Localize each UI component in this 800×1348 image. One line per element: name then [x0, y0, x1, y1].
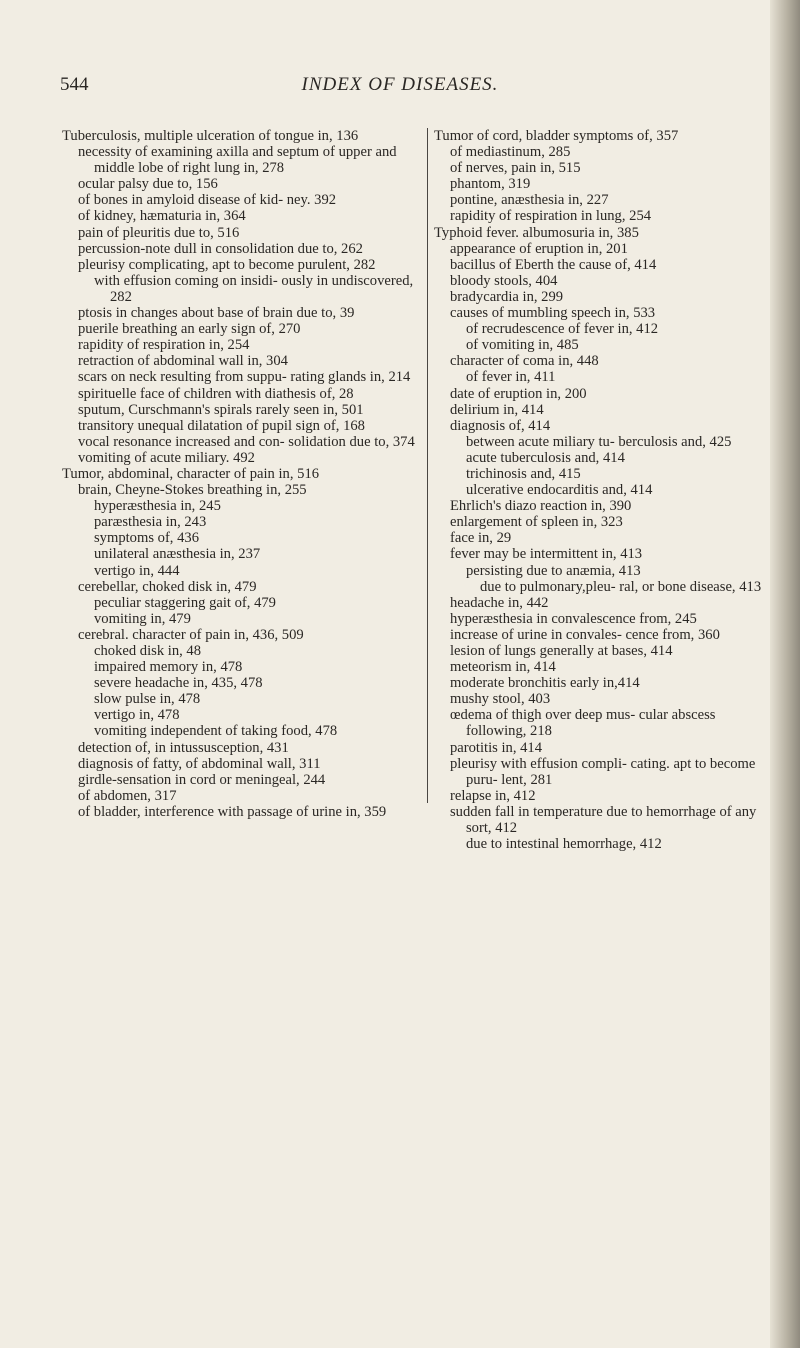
- page-edge-shadow: [770, 0, 800, 1348]
- index-entry: trichinosis and, 415: [466, 465, 581, 482]
- index-entry: acute tuberculosis and, 414: [466, 449, 625, 466]
- index-entry: rapidity of respiration in, 254: [78, 337, 250, 354]
- index-entry: Ehrlich's diazo reaction in, 390: [450, 498, 632, 515]
- index-entry: vertigo in, 478: [94, 707, 180, 724]
- index-entry: hyperæsthesia in convalescence from, 245: [450, 610, 697, 627]
- index-entry: between acute miliary tu- berculosis and, 425: [466, 433, 732, 450]
- index-entry: cerebral. character of pain in, 436, 509: [78, 626, 304, 643]
- index-entry: moderate bronchitis early in,414: [450, 675, 640, 692]
- index-entry: of recrudescence of fever in, 412: [466, 321, 659, 338]
- index-entry: of mediastinum, 285: [450, 144, 571, 161]
- index-entry: unilateral anæsthesia in, 237: [94, 546, 261, 563]
- index-entry: of vomiting in, 485: [466, 337, 579, 354]
- index-entry: ptosis in changes about base of brain due to, 39: [78, 305, 355, 322]
- index-entry: relapse in, 412: [450, 787, 536, 804]
- index-entry: bacillus of Eberth the cause of, 414: [450, 256, 657, 273]
- index-entry: bradycardia in, 299: [450, 288, 564, 305]
- index-entry: vomiting of acute miliary. 492: [78, 449, 255, 466]
- index-column-left: [62, 128, 424, 820]
- index-entry: scars on neck resulting from suppu- rating glands in, 214: [78, 369, 411, 386]
- index-entry: slow pulse in, 478: [94, 691, 201, 708]
- index-entry: severe headache in, 435, 478: [94, 675, 263, 692]
- index-entry: with effusion coming on insidi- ously in undiscovered, 282: [94, 272, 414, 305]
- index-entry: vomiting in, 479: [94, 610, 191, 627]
- index-entry: phantom, 319: [450, 176, 531, 193]
- index-entry: rapidity of respiration in lung, 254: [450, 208, 652, 225]
- index-entry: causes of mumbling speech in, 533: [450, 305, 656, 322]
- index-entry: hyperæsthesia in, 245: [94, 498, 221, 515]
- index-entry: Typhoid fever. albumosuria in, 385: [434, 224, 639, 241]
- index-entry: Tumor, abdominal, character of pain in, 516: [62, 465, 320, 482]
- index-entry: sputum, Curschmann's spirals rarely seen in, 501: [78, 401, 364, 418]
- index-entry: of nerves, pain in, 515: [450, 160, 581, 177]
- index-entry: puerile breathing an early sign of, 270: [78, 321, 301, 338]
- index-entry: ocular palsy due to, 156: [78, 176, 218, 193]
- index-entry: delirium in, 414: [450, 401, 544, 418]
- index-entry: face in, 29: [450, 530, 512, 547]
- index-entry: pleurisy with effusion compli- cating. apt to become puru- lent, 281: [450, 755, 756, 788]
- column-divider: [427, 128, 428, 803]
- index-entry: impaired memory in, 478: [94, 659, 243, 676]
- index-entry: symptoms of, 436: [94, 530, 199, 547]
- index-entry: meteorism in, 414: [450, 659, 556, 676]
- page-number: 544: [60, 74, 89, 95]
- index-entry: increase of urine in convales- cence from, 360: [450, 626, 720, 643]
- index-entry: due to pulmonary,pleu- ral, or bone disease, 413: [480, 578, 762, 595]
- index-entry: pain of pleuritis due to, 516: [78, 224, 240, 241]
- index-entry: spirituelle face of children with diathesis of, 28: [78, 385, 354, 402]
- index-entry: fever may be intermittent in, 413: [450, 546, 643, 563]
- index-entry: vomiting independent of taking food, 478: [94, 723, 338, 740]
- index-entry: of kidney, hæmaturia in, 364: [78, 208, 246, 225]
- index-entry: enlargement of spleen in, 323: [450, 514, 623, 531]
- index-entry: paræsthesia in, 243: [94, 514, 207, 531]
- running-title: INDEX OF DISEASES.: [301, 74, 499, 95]
- index-entry: mushy stool, 403: [450, 691, 551, 708]
- index-entry: ulcerative endocarditis and, 414: [466, 482, 653, 499]
- index-entry: choked disk in, 48: [94, 643, 202, 659]
- index-entry: lesion of lungs generally at bases, 414: [450, 643, 673, 659]
- index-column-right: [434, 128, 764, 852]
- page-header: [60, 74, 740, 104]
- index-entry: retraction of abdominal wall in, 304: [78, 353, 288, 370]
- index-entry: detection of, in intussusception, 431: [78, 739, 289, 756]
- index-entry: persisting due to anæmia, 413: [466, 562, 641, 579]
- index-entry: œdema of thigh over deep mus- cular abscess following, 218: [450, 707, 716, 740]
- index-entry: vertigo in, 444: [94, 562, 180, 579]
- index-entry: character of coma in, 448: [450, 353, 599, 370]
- index-entry: pleurisy complicating, apt to become purulent, 282: [78, 256, 376, 273]
- index-entry: Tuberculosis, multiple ulceration of tongue in, 136: [62, 128, 359, 144]
- index-entry: diagnosis of fatty, of abdominal wall, 311: [78, 755, 321, 772]
- index-entry: date of eruption in, 200: [450, 385, 587, 402]
- index-entry: appearance of eruption in, 201: [450, 240, 628, 257]
- index-entry: Tumor of cord, bladder symptoms of, 357: [434, 128, 679, 144]
- index-entry: parotitis in, 414: [450, 739, 543, 756]
- index-entry: headache in, 442: [450, 594, 549, 611]
- index-entry: sudden fall in temperature due to hemorrhage of any sort, 412: [450, 803, 757, 837]
- index-entry: percussion-note dull in consolidation due to, 262: [78, 240, 363, 257]
- index-entry: girdle-sensation in cord or meningeal, 244: [78, 771, 326, 788]
- index-entry: peculiar staggering gait of, 479: [94, 594, 276, 611]
- index-entry: bloody stools, 404: [450, 272, 558, 289]
- index-entry: diagnosis of, 414: [450, 417, 551, 434]
- index-entry: pontine, anæsthesia in, 227: [450, 192, 609, 209]
- index-entry: cerebellar, choked disk in, 479: [78, 578, 257, 595]
- index-entry: of fever in, 411: [466, 369, 556, 386]
- index-entry: transitory unequal dilatation of pupil sign of, 168: [78, 417, 365, 434]
- index-entry: due to intestinal hemorrhage, 412: [466, 836, 662, 853]
- index-entry: necessity of examining axilla and septum of upper and middle lobe of right lung in, 278: [78, 144, 397, 177]
- index-entry: brain, Cheyne-Stokes breathing in, 255: [78, 482, 307, 499]
- index-entry: of bones in amyloid disease of kid- ney. 392: [78, 192, 337, 209]
- index-entry: vocal resonance increased and con- solidation due to, 374: [78, 433, 415, 450]
- index-entry: of abdomen, 317: [78, 787, 177, 804]
- index-entry: of bladder, interference with passage of urine in, 359: [78, 803, 387, 820]
